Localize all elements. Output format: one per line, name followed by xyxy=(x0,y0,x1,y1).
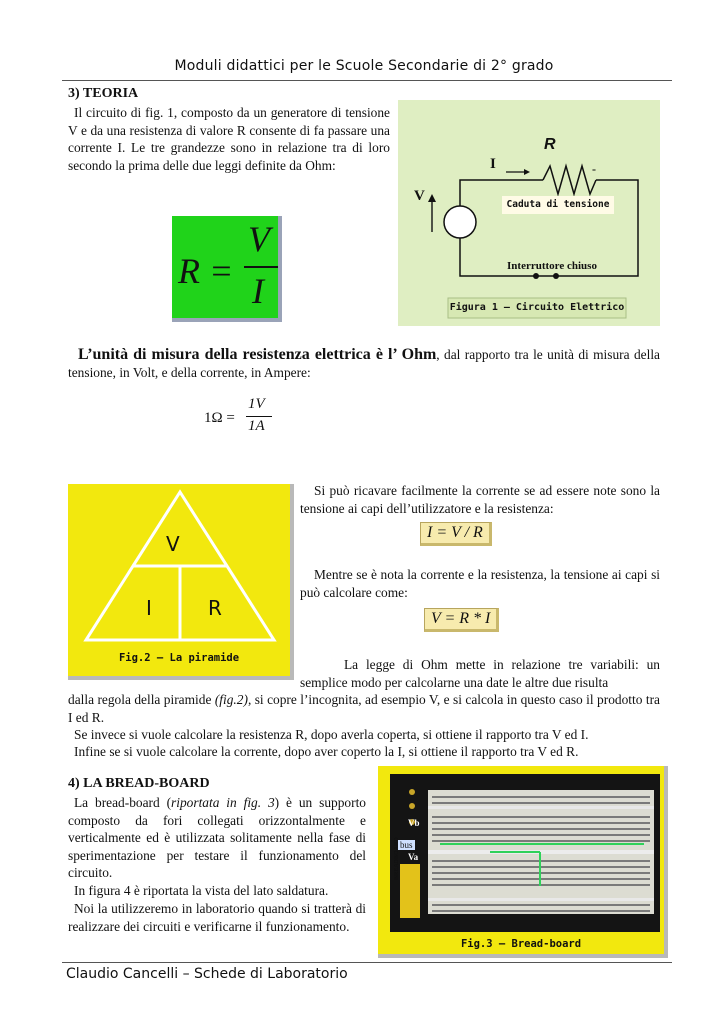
fraction-bar xyxy=(244,266,278,268)
breadboard-paragraph-3: Noi la utilizzeremo in laboratorio quando si tratterà di realizzare dei circuiti e verificarne il funzionamento. xyxy=(68,901,366,934)
current-paragraph: Si può ricavare facilmente la corrente se ad essere note sono la tensione ai capi dell’utilizzatore e la resistenza: xyxy=(300,483,660,516)
current-label: I xyxy=(490,156,496,172)
unit-formula-num: 1V xyxy=(248,396,265,412)
figure-1-circuit xyxy=(398,100,660,326)
figure-2-caption: Fig.2 – La piramide xyxy=(118,652,240,664)
breadboard-paragraph-1: La bread-board (riportata in fig. 3) è un supporto composto da fori collegati orizzontalmente e verticalmente ed è utilizzata solitamente nella fase di sperimentazione per testare il funzionamento del circuito. xyxy=(68,795,366,881)
breadboard-paragraph-2: In figura 4 è riportata la vista del lato saldatura. xyxy=(74,883,329,898)
figure-2-pyramid xyxy=(68,484,294,680)
unit-paragraph xyxy=(68,346,660,381)
minus-sign: - xyxy=(592,162,596,176)
generator-symbol xyxy=(444,206,476,238)
breadboard-brand: BREADBOARD xyxy=(394,837,400,880)
vb-label: Vb xyxy=(408,818,420,828)
figure-1-caption: Figura 1 – Circuito Elettrico xyxy=(449,302,625,313)
intro-paragraph: Il circuito di fig. 1, composto da un generatore di tensione V e da una resistenza di valore R consente di fa passare una corrente I. Le tre grandezze sono in relazione tra di loro secondo la prima delle due leggi definite da Ohm: xyxy=(68,105,390,173)
law-paragraph-3: Se invece si vuole calcolare la resistenza R, dopo averla coperta, si ottiene il rapporto tra V ed I. xyxy=(74,727,589,742)
pyramid-i: I xyxy=(146,596,152,620)
unit-bold-text: L’unità di misura della resistenza elettrica è l’ Ohm xyxy=(78,346,437,363)
voltage-label: V xyxy=(414,188,425,204)
voltage-formula: V = R * I xyxy=(424,608,499,632)
section-4-title: 4) LA BREAD-BOARD xyxy=(68,776,210,791)
pyramid-r: R xyxy=(208,596,222,620)
voltage-drop-label: Caduta di tensione xyxy=(502,196,614,214)
header-rule xyxy=(62,80,672,81)
page-header: Moduli didattici per le Scuole Secondarie di 2° grado xyxy=(174,58,554,74)
figure-3-breadboard xyxy=(378,766,668,958)
formula-numerator: V xyxy=(248,219,270,259)
unit-formula-lhs: 1Ω = xyxy=(204,410,235,426)
unit-rest-text: , dal rapporto tra le unità di misura della tensione, in Volt, e della corrente, in Ampere: xyxy=(68,347,660,380)
unit-formula-den: 1A xyxy=(248,418,265,434)
law-paragraph-2: dalla regola della piramide (fig.2), si copre l’incognita, ad esempio V, e si calcola in questo caso il prodotto tra I ed R. xyxy=(68,692,660,725)
voltage-paragraph: Mentre se è nota la corrente e la resistenza, la tensione ai capi si può calcolare come: xyxy=(300,567,660,600)
formula-denominator: I xyxy=(252,271,264,311)
pyramid-diagram xyxy=(68,484,290,676)
footer-rule xyxy=(62,962,672,963)
unit-fraction-bar xyxy=(246,416,272,417)
current-formula: I = V / R xyxy=(420,522,492,546)
formula-lhs: R = xyxy=(178,251,234,291)
law-paragraph-1: La legge di Ohm mette in relazione tre variabili: un semplice modo per calcolarne una date le altre due risulta xyxy=(300,657,660,690)
va-label: Va xyxy=(408,852,419,862)
footer-author: Claudio Cancelli – Schede di Laboratorio xyxy=(66,966,348,982)
resistor-label: R xyxy=(544,136,556,153)
bus-label: bus xyxy=(400,840,413,850)
figure-3-caption: Fig.3 – Bread-board xyxy=(460,938,582,950)
unit-formula xyxy=(204,394,284,442)
pyramid-v: V xyxy=(166,532,180,556)
ohm-formula-box xyxy=(172,216,282,322)
breadboard-image xyxy=(378,766,664,934)
section-3-title: 3) TEORIA xyxy=(68,86,139,101)
switch-label: Interruttore chiuso xyxy=(507,260,597,272)
law-paragraph-4: Infine se si vuole calcolare la corrente, dopo aver coperto la I, si ottiene il rapporto tra V ed R. xyxy=(74,744,579,759)
